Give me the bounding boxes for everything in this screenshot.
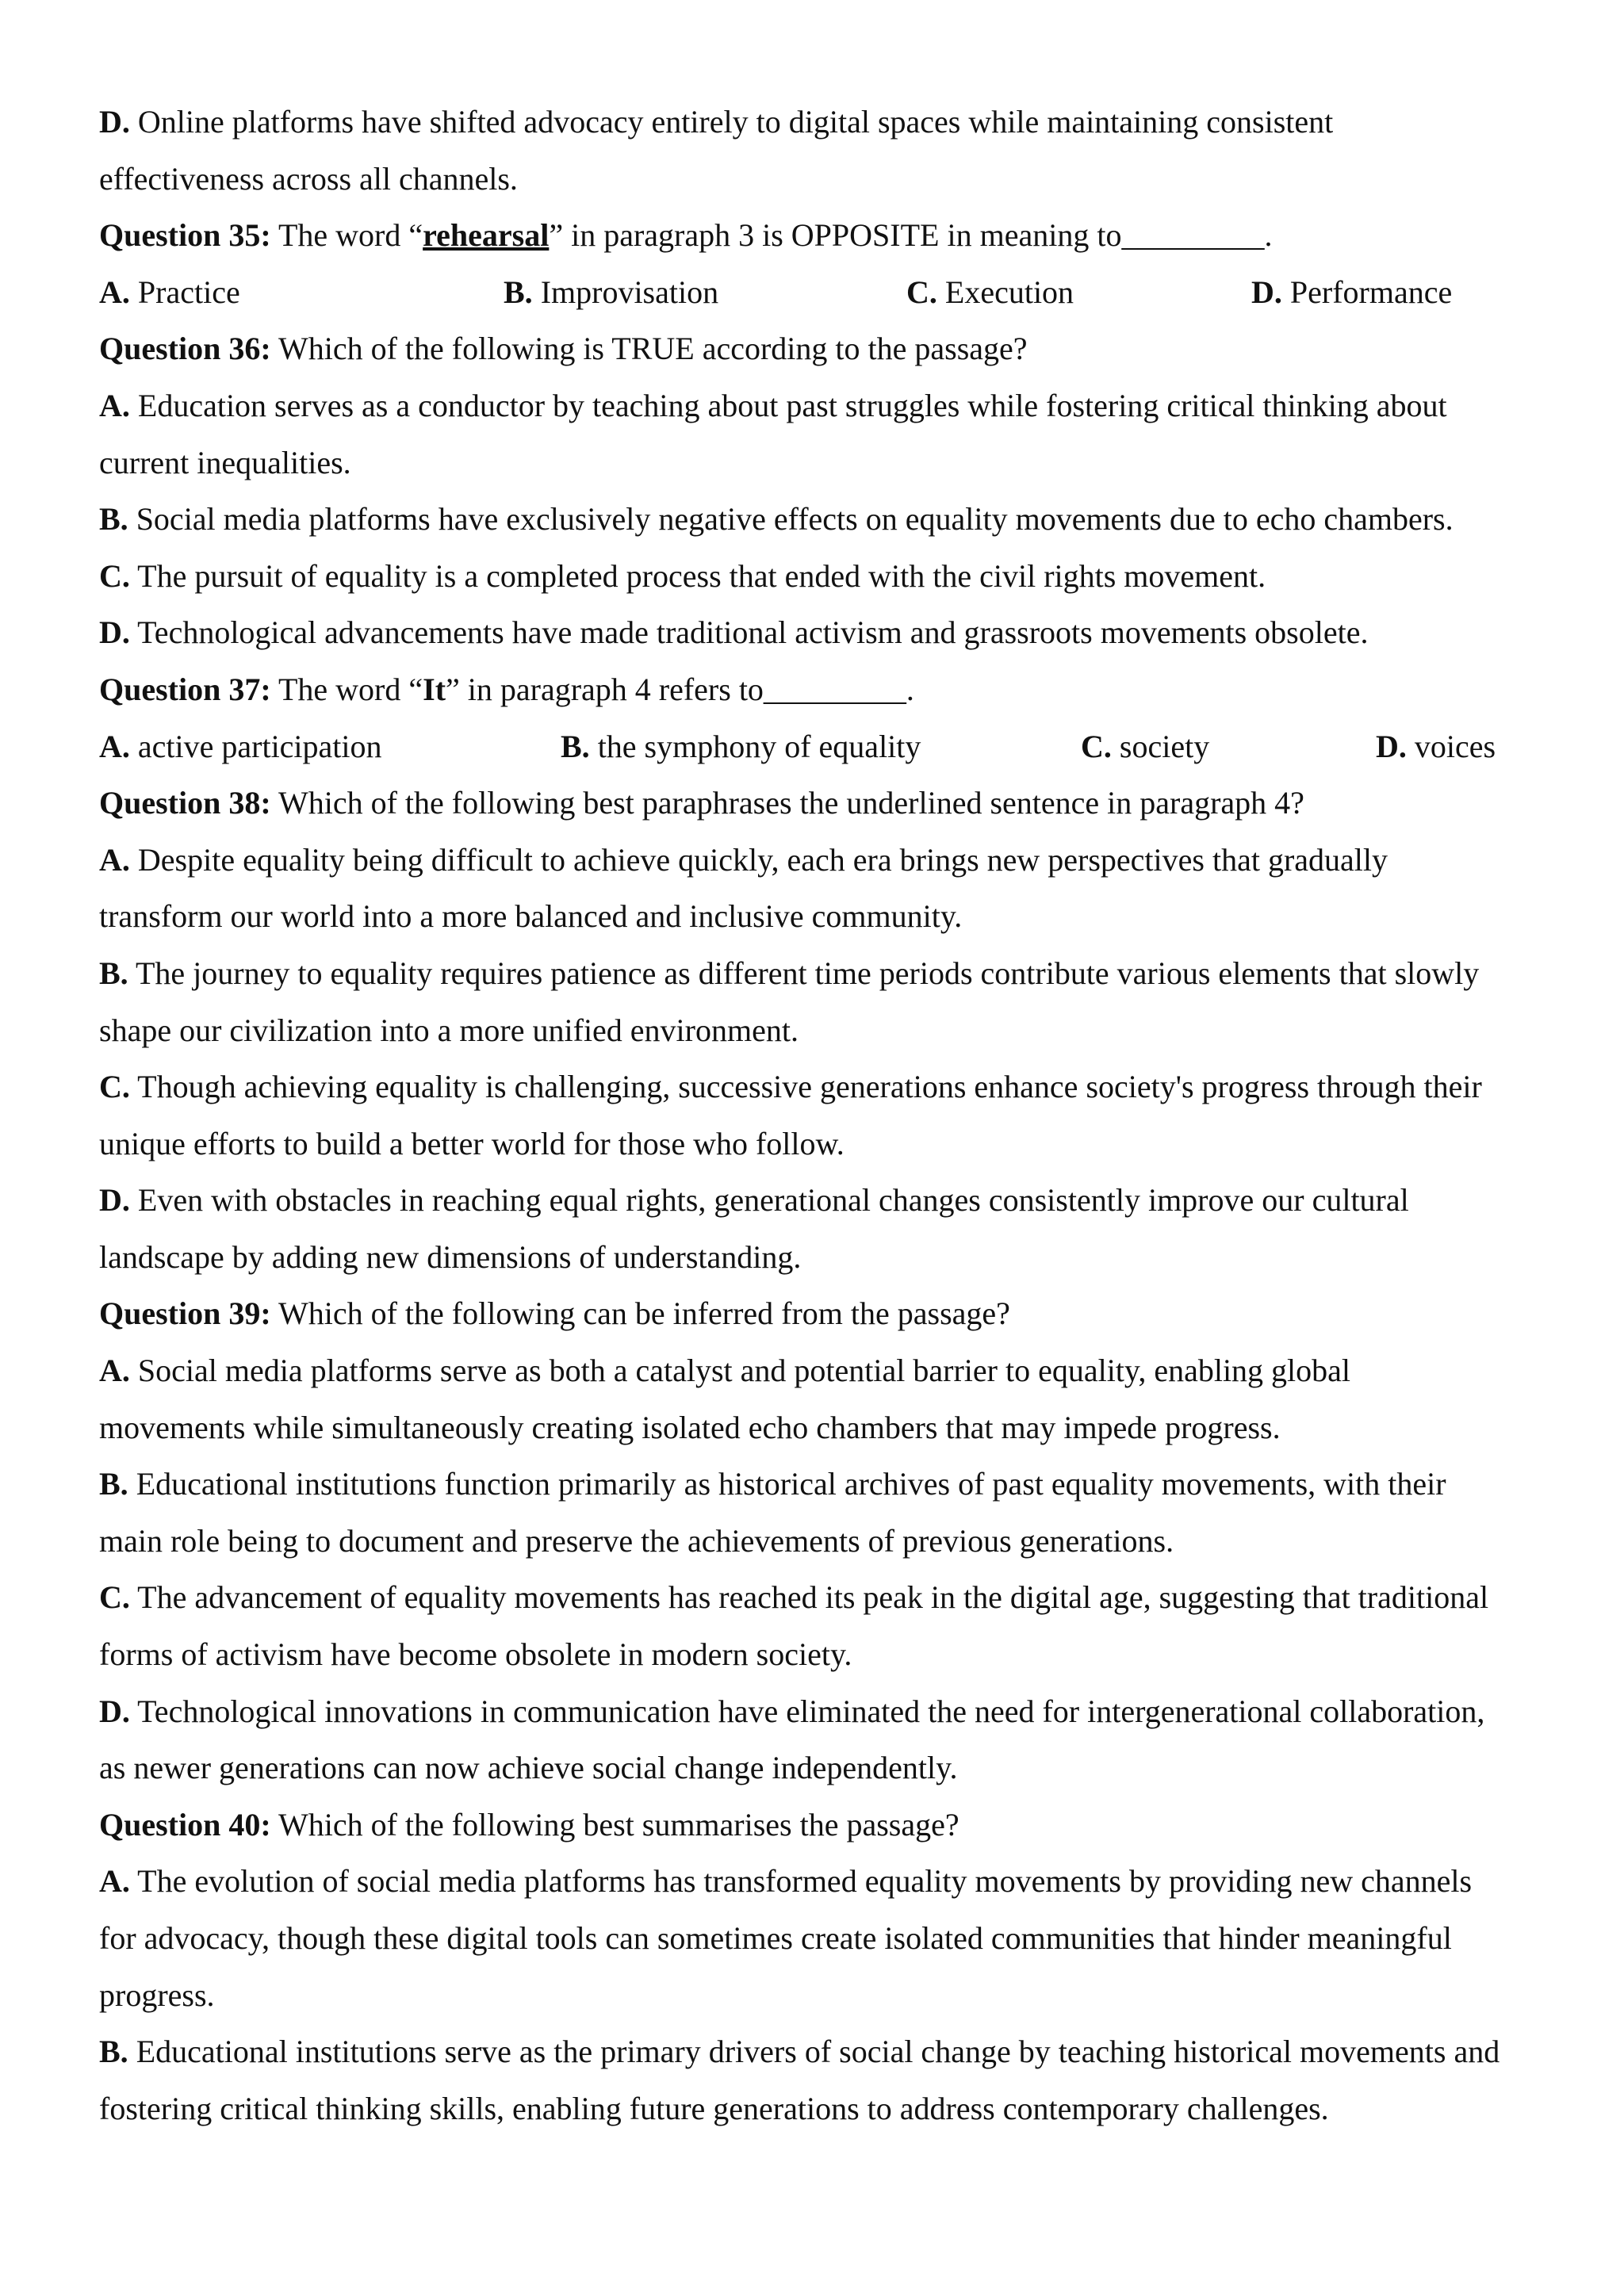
option-c-line-2 xyxy=(99,1115,1550,1173)
option-a-line-3 xyxy=(99,1967,1550,2024)
option-text: The journey to equality requires patience as different time periods contribute various elements that slowly xyxy=(128,955,1480,991)
option-text: Technological advancements have made traditional activism and grassroots movements obsolete. xyxy=(129,614,1369,651)
option-d-line-1[interactable] xyxy=(99,1172,1550,1229)
option-label: C. xyxy=(99,1579,130,1616)
option-text: transform our world into a more balanced and inclusive community. xyxy=(99,898,963,935)
option-label: C. xyxy=(99,1069,130,1105)
question-38-stem xyxy=(99,775,1550,832)
option-text: Performance xyxy=(1281,274,1453,310)
option-a-line-2 xyxy=(99,1910,1550,1967)
question-37-stem xyxy=(99,661,1550,718)
option-c-line-1[interactable] xyxy=(99,1569,1550,1626)
option-label: A. xyxy=(99,1863,130,1900)
option-text: forms of activism have become obsolete in modern society. xyxy=(99,1636,852,1673)
option-label: B. xyxy=(504,274,533,310)
option-a-line-2 xyxy=(99,1399,1550,1456)
option-text: shape our civilization into a more unified environment. xyxy=(99,1012,799,1048)
option-text: Educational institutions serve as the primary drivers of social change by teaching historical movements and xyxy=(128,2034,1500,2070)
option-label: A. xyxy=(99,841,130,878)
option-b-line-1[interactable] xyxy=(99,945,1550,1002)
option-label: C. xyxy=(906,274,937,310)
option-text: fostering critical thinking skills, enabling future generations to address contemporary challenges. xyxy=(99,2090,1329,2126)
option-text: landscape by adding new dimensions of understanding. xyxy=(99,1238,802,1275)
question-number: Question 37: xyxy=(99,671,271,707)
option-label: B. xyxy=(99,955,128,991)
option-d-line-2 xyxy=(99,151,1550,208)
option-text: Social media platforms serve as both a catalyst and potential barrier to equality, enabling global xyxy=(129,1353,1351,1389)
question-39-stem xyxy=(99,1285,1550,1342)
question-text: The word “ xyxy=(270,671,423,707)
question-text: Which of the following can be inferred from the passage? xyxy=(270,1295,1010,1332)
question-number: Question 40: xyxy=(99,1806,271,1843)
question-number: Question 36: xyxy=(99,331,271,367)
option-text: Education serves as a conductor by teaching about past struggles while fostering critical thinking about xyxy=(129,387,1447,423)
option-label: B. xyxy=(99,501,128,538)
option-text: as newer generations can now achieve social change independently. xyxy=(99,1750,958,1786)
option-c[interactable] xyxy=(99,548,1550,605)
question-40-stem xyxy=(99,1797,1550,1854)
option-text: The advancement of equality movements has reached its peak in the digital age, suggesting that traditional xyxy=(129,1579,1489,1616)
option-label: A. xyxy=(99,728,130,764)
option-text: Though achieving equality is challenging, successive generations enhance society's progress through their xyxy=(129,1069,1482,1105)
option-text: effectiveness across all channels. xyxy=(99,160,518,197)
option-text: voices xyxy=(1406,728,1496,764)
option-text: unique efforts to build a better world for those who follow. xyxy=(99,1125,845,1161)
question-text: Which of the following best paraphrases the underlined sentence in paragraph 4? xyxy=(270,785,1304,821)
option-label: D. xyxy=(99,104,130,140)
question-35-options xyxy=(99,264,1550,321)
question-number: Question 35: xyxy=(99,217,271,254)
question-text: The word “ xyxy=(270,217,423,254)
option-text: Improvisation xyxy=(532,274,719,310)
option-d[interactable] xyxy=(99,604,1550,661)
question-number: Question 39: xyxy=(99,1295,271,1332)
question-35-stem xyxy=(99,207,1550,264)
option-text: Despite equality being difficult to achieve quickly, each era brings new perspectives that gradually xyxy=(129,841,1388,878)
exam-page xyxy=(99,94,1550,2137)
option-text: movements while simultaneously creating isolated echo chambers that may impede progress. xyxy=(99,1409,1281,1445)
option-a-line-2 xyxy=(99,434,1550,492)
option-b-line-2 xyxy=(99,1002,1550,1059)
option-b-line-1[interactable] xyxy=(99,2023,1550,2080)
option-text: Online platforms have shifted advocacy entirely to digital spaces while maintaining consistent xyxy=(129,104,1334,140)
question-36-stem xyxy=(99,320,1550,377)
option-label: B. xyxy=(99,1466,128,1502)
option-text: Educational institutions function primarily as historical archives of past equality movements, with their xyxy=(128,1466,1446,1502)
option-a-line-1[interactable] xyxy=(99,1342,1550,1399)
option-label: C. xyxy=(99,557,130,594)
option-a-line-1[interactable] xyxy=(99,377,1550,434)
option-b-line-2 xyxy=(99,1513,1550,1570)
option-label: B. xyxy=(99,2034,128,2070)
option-d-line-2 xyxy=(99,1229,1550,1286)
option-d-line-1 xyxy=(99,94,1550,151)
option-c[interactable] xyxy=(1081,718,1209,775)
question-text: Which of the following best summarises the passage? xyxy=(270,1806,959,1843)
question-text: ” in paragraph 3 is OPPOSITE in meaning to_________. xyxy=(549,217,1273,254)
option-text: Even with obstacles in reaching equal rights, generational changes consistently improve our cultural xyxy=(129,1182,1409,1219)
option-label: B. xyxy=(561,728,590,764)
option-text: current inequalities. xyxy=(99,444,351,480)
option-text: Technological innovations in communication have eliminated the need for intergenerational collaboration, xyxy=(129,1693,1485,1729)
option-b[interactable] xyxy=(99,491,1550,548)
option-label: D. xyxy=(99,614,130,651)
option-text: society xyxy=(1111,728,1210,764)
option-text: active participation xyxy=(129,728,382,764)
option-a-line-2 xyxy=(99,888,1550,945)
option-d[interactable] xyxy=(1251,264,1452,321)
question-text: ” in paragraph 4 refers to_________. xyxy=(446,671,914,707)
option-label: C. xyxy=(1081,728,1112,764)
option-a-line-1[interactable] xyxy=(99,832,1550,889)
highlighted-word: It xyxy=(423,671,446,707)
option-b-line-2 xyxy=(99,2080,1550,2137)
option-text: The pursuit of equality is a completed process that ended with the civil rights movement. xyxy=(129,557,1266,594)
option-text: The evolution of social media platforms has transformed equality movements by providing new channels xyxy=(129,1863,1473,1900)
option-text: Practice xyxy=(129,274,240,310)
option-label: A. xyxy=(99,274,130,310)
option-label: A. xyxy=(99,1353,130,1389)
option-b-line-1[interactable] xyxy=(99,1456,1550,1513)
option-label: D. xyxy=(1376,728,1407,764)
option-text: progress. xyxy=(99,1976,215,2013)
option-text: the symphony of equality xyxy=(589,728,921,764)
option-d-line-2 xyxy=(99,1739,1550,1797)
option-label: D. xyxy=(99,1693,130,1729)
option-text: Social media platforms have exclusively negative effects on equality movements due to echo chambers. xyxy=(128,501,1454,538)
option-a-line-1[interactable] xyxy=(99,1853,1550,1910)
option-d[interactable] xyxy=(1376,718,1496,775)
option-text: main role being to document and preserve the achievements of previous generations. xyxy=(99,1522,1174,1559)
question-text: Which of the following is TRUE according to the passage? xyxy=(270,331,1028,367)
highlighted-word: rehearsal xyxy=(423,217,550,254)
option-c-line-1[interactable] xyxy=(99,1058,1550,1115)
option-b[interactable] xyxy=(504,264,718,321)
option-a[interactable] xyxy=(99,718,382,775)
option-label: D. xyxy=(99,1182,130,1219)
option-b[interactable] xyxy=(561,718,921,775)
option-c-line-2 xyxy=(99,1626,1550,1683)
option-label: D. xyxy=(1251,274,1282,310)
option-text: Execution xyxy=(936,274,1074,310)
question-37-options xyxy=(99,718,1550,775)
option-text: for advocacy, though these digital tools can sometimes create isolated communities that hinder meaningful xyxy=(99,1920,1452,1956)
option-label: A. xyxy=(99,387,130,423)
option-c[interactable] xyxy=(906,264,1074,321)
question-number: Question 38: xyxy=(99,785,271,821)
option-a[interactable] xyxy=(99,264,240,321)
option-d-line-1[interactable] xyxy=(99,1683,1550,1740)
